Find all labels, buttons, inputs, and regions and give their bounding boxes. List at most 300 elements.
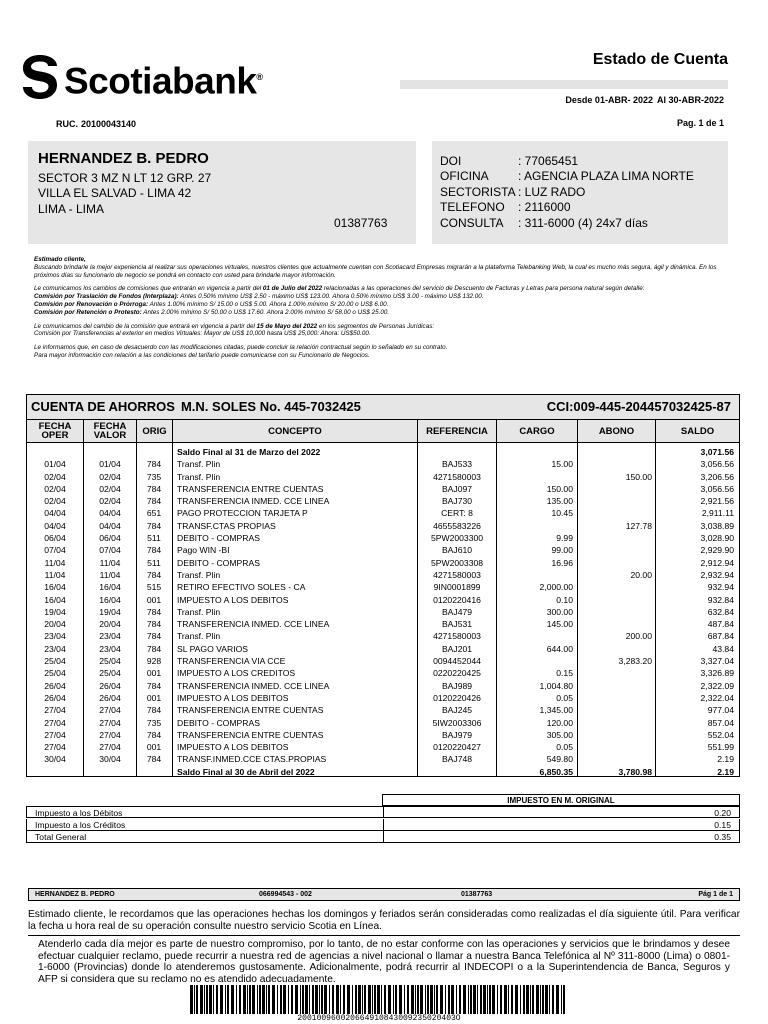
barcode-bar bbox=[216, 985, 218, 1014]
notice-text: Buscando brindarle la mejor experiencia al realizar sus operaciones virtuales, nuestros clientes que actualmente cuentan con Scotiacard Empresas migrarán a la plataforma Telebanking Web, la cual es mucho más segura, ágil y dinámica. En los próximos días su funcionario de negocio se pondrá en contacto con usted para brindarle mayor información. bbox=[34, 263, 717, 279]
cell-saldo: 2.19 bbox=[717, 754, 734, 765]
cell-saldo: 3,327.04 bbox=[700, 656, 734, 667]
cell-abono: 200.00 bbox=[625, 631, 652, 642]
cell-cargo: 15.00 bbox=[551, 459, 573, 470]
account-statement-table bbox=[26, 394, 740, 777]
barcode-bar bbox=[411, 985, 414, 1014]
col-abono: ABONO bbox=[578, 420, 656, 442]
cell-concepto: TRANSFERENCIA INMED. CCE LINEA bbox=[177, 619, 330, 630]
cell-orig: 001 bbox=[146, 668, 162, 679]
cell-orig: 515 bbox=[146, 582, 162, 593]
cell-referencia: 5PW2003308 bbox=[430, 557, 484, 568]
cell-cargo: 644.00 bbox=[546, 643, 573, 654]
cell-saldo: 932.94 bbox=[707, 582, 734, 593]
table-row bbox=[27, 495, 739, 507]
barcode-bar bbox=[243, 985, 246, 1014]
cell-fecha-valor: 02/04 bbox=[99, 483, 121, 494]
cell-saldo: 2,932.94 bbox=[700, 569, 734, 580]
info-label: SECTORISTA bbox=[440, 185, 516, 199]
cell-concepto: IMPUESTO A LOS DEBITOS bbox=[177, 742, 289, 753]
cell-orig: 784 bbox=[146, 705, 162, 716]
opening-saldo: 3,071.56 bbox=[700, 447, 734, 457]
barcode-bar bbox=[291, 985, 293, 1014]
cell-saldo: 3,038.89 bbox=[700, 520, 734, 531]
barcode-bar bbox=[362, 985, 363, 1014]
cell-cargo: 0.05 bbox=[556, 692, 573, 703]
cell-abono: 127.78 bbox=[625, 520, 652, 531]
barcode-bar bbox=[190, 985, 193, 1014]
cell-concepto: TRANSFERENCIA ENTRE CUENTAS bbox=[177, 729, 324, 740]
barcode-bar bbox=[305, 985, 308, 1014]
barcode-bar bbox=[300, 985, 301, 1014]
customer-notice bbox=[34, 256, 724, 366]
barcode-bar bbox=[209, 985, 212, 1014]
cell-concepto: Pago WIN -BI bbox=[177, 545, 230, 556]
barcode-bar bbox=[552, 985, 554, 1014]
barcode-bar bbox=[262, 985, 265, 1014]
cell-cargo: 1,345.00 bbox=[539, 705, 573, 716]
cell-referencia: BAJ730 bbox=[441, 496, 473, 507]
info-label: TELEFONO bbox=[440, 200, 505, 214]
cell-fecha-valor: 27/04 bbox=[99, 717, 121, 728]
table-row bbox=[27, 667, 739, 679]
cell-fecha-valor: 27/04 bbox=[99, 742, 121, 753]
notice-text: Antes 1.00% mínimo S/ 15.00 o US$ 5.00. Ahora 1.00% mínimo S/ 20.00 o US$ 6.00. bbox=[148, 300, 389, 308]
info-value: : LUZ RADO bbox=[518, 185, 586, 199]
cell-saldo: 3,028.90 bbox=[700, 533, 734, 544]
cell-saldo: 2,322.04 bbox=[700, 692, 734, 703]
barcode-bar bbox=[249, 985, 251, 1014]
cell-orig: 784 bbox=[146, 631, 162, 642]
barcode-bar bbox=[309, 985, 310, 1014]
cell-fecha-oper: 16/04 bbox=[44, 582, 66, 593]
cell-fecha-oper: 16/04 bbox=[44, 594, 66, 605]
barcode-bar bbox=[515, 985, 518, 1014]
barcode-bar bbox=[312, 985, 314, 1014]
closing-concepto: Saldo Final al 30 de Abril del 2022 bbox=[177, 766, 315, 777]
barcode-bar bbox=[556, 985, 559, 1014]
barcode-bar bbox=[321, 985, 323, 1014]
cell-concepto: TRANSF.CTAS PROPIAS bbox=[177, 520, 276, 531]
table-row bbox=[27, 569, 739, 581]
cell-saldo: 2,322.09 bbox=[700, 680, 734, 691]
cell-saldo: 3,056.56 bbox=[700, 459, 734, 470]
barcode-bar bbox=[459, 985, 461, 1014]
cell-cargo: 145.00 bbox=[546, 619, 573, 630]
barcode-bar bbox=[561, 985, 562, 1014]
cell-concepto: TRANSFERENCIA INMED. CCE LINEA bbox=[177, 680, 330, 691]
cell-fecha-oper: 20/04 bbox=[44, 619, 66, 630]
cell-cargo: 120.00 bbox=[546, 717, 573, 728]
cell-fecha-oper: 11/04 bbox=[44, 557, 66, 568]
barcode-bar bbox=[283, 985, 286, 1014]
cell-fecha-oper: 06/04 bbox=[44, 533, 66, 544]
table-row bbox=[27, 704, 739, 716]
cell-saldo: 551.99 bbox=[707, 742, 734, 753]
cell-fecha-oper: 11/04 bbox=[44, 569, 66, 580]
cell-fecha-oper: 23/04 bbox=[44, 643, 66, 654]
table-row bbox=[27, 606, 739, 618]
barcode-bar bbox=[194, 985, 195, 1014]
barcode-bar bbox=[417, 985, 419, 1014]
barcode-bar bbox=[204, 985, 205, 1014]
barcode-bar bbox=[492, 985, 495, 1014]
notice-greeting: Estimado cliente, bbox=[34, 256, 86, 263]
customer-code: 01387763 bbox=[334, 216, 388, 230]
barcode-bar bbox=[347, 985, 350, 1014]
table-row bbox=[27, 753, 739, 765]
tax-label: Total General bbox=[35, 832, 87, 842]
cell-fecha-valor: 26/04 bbox=[99, 680, 121, 691]
cell-saldo: 632.84 bbox=[707, 606, 734, 617]
cell-fecha-valor: 11/04 bbox=[99, 569, 121, 580]
cell-referencia: 9IN0001899 bbox=[433, 582, 481, 593]
cell-concepto: DEBITO - COMPRAS bbox=[177, 717, 260, 728]
cell-referencia: BAJ201 bbox=[441, 643, 473, 654]
tax-summary-header: IMPUESTO EN M. ORIGINAL bbox=[382, 794, 740, 806]
cell-fecha-valor: 27/04 bbox=[99, 729, 121, 740]
info-label: OFICINA bbox=[440, 169, 489, 183]
cell-saldo: 687.84 bbox=[707, 631, 734, 642]
barcode-bar bbox=[196, 985, 198, 1014]
info-value: : 77065451 bbox=[518, 154, 579, 168]
barcode-bar bbox=[343, 985, 345, 1014]
barcode-bar bbox=[427, 985, 429, 1014]
table-row bbox=[27, 741, 739, 753]
footer-code: 01387763 bbox=[461, 891, 493, 898]
barcode-bar bbox=[468, 985, 469, 1014]
cell-cargo: 150.00 bbox=[546, 483, 573, 494]
info-value: : 311-6000 (4) 24x7 días bbox=[518, 216, 648, 230]
table-row bbox=[27, 557, 739, 569]
table-row bbox=[27, 471, 739, 483]
cell-fecha-oper: 04/04 bbox=[44, 520, 66, 531]
tax-row-creditos bbox=[26, 819, 740, 831]
cell-concepto: Transf. Plin bbox=[177, 459, 221, 470]
account-type: CUENTA DE AHORROS bbox=[31, 399, 175, 414]
period-to: Al 30-ABR-2022 bbox=[656, 95, 724, 105]
barcode-bar bbox=[434, 985, 435, 1014]
cell-saldo: 3,326.89 bbox=[700, 668, 734, 679]
cell-fecha-valor: 19/04 bbox=[99, 606, 121, 617]
cell-orig: 784 bbox=[146, 606, 162, 617]
table-row bbox=[27, 483, 739, 495]
barcode-bar bbox=[213, 985, 214, 1014]
opening-concepto: Saldo Final al 31 de Marzo del 2022 bbox=[177, 447, 321, 457]
table-row bbox=[27, 507, 739, 519]
barcode-bar bbox=[549, 985, 550, 1014]
barcode-bar bbox=[440, 985, 443, 1014]
notice-item-title: Comisión por Retención o Protesto: bbox=[34, 308, 142, 316]
cell-referencia: 0120220426 bbox=[433, 692, 481, 703]
account-title bbox=[31, 399, 361, 414]
table-row bbox=[27, 717, 739, 729]
barcode-bar bbox=[483, 985, 486, 1014]
barcode-bar bbox=[445, 985, 446, 1014]
barcode-bar bbox=[415, 985, 416, 1014]
cell-abono: 3,283.20 bbox=[618, 656, 652, 667]
cell-concepto: PAGO PROTECCION TARJETA P bbox=[177, 508, 308, 519]
barcode-bar bbox=[448, 985, 450, 1014]
barcode-bar bbox=[288, 985, 289, 1014]
cell-cargo: 0.15 bbox=[556, 668, 573, 679]
cell-cargo: 9.99 bbox=[556, 533, 573, 544]
cell-saldo: 43.84 bbox=[712, 643, 734, 654]
transaction-rows bbox=[27, 446, 739, 778]
table-row bbox=[27, 643, 739, 655]
table-row bbox=[27, 618, 739, 630]
cell-fecha-oper: 19/04 bbox=[44, 606, 66, 617]
barcode-bar bbox=[355, 985, 357, 1014]
barcode-bar bbox=[266, 985, 267, 1014]
customer-address-line-1: SECTOR 3 MZ N LT 12 GRP. 27 bbox=[38, 171, 212, 185]
table-row bbox=[27, 581, 739, 593]
tax-value: 0.15 bbox=[714, 820, 731, 830]
closing-abono: 3,780.98 bbox=[618, 766, 652, 777]
barcode-bar bbox=[227, 985, 229, 1014]
info-value: : AGENCIA PLAZA LIMA NORTE bbox=[518, 169, 694, 183]
cell-concepto: SL PAGO VARIOS bbox=[177, 643, 248, 654]
page-number: Pag. 1 de 1 bbox=[676, 118, 724, 128]
cell-fecha-valor: 25/04 bbox=[99, 656, 121, 667]
cell-orig: 735 bbox=[146, 717, 162, 728]
barcode-bar bbox=[329, 985, 330, 1014]
barcode-bar bbox=[526, 985, 529, 1014]
table-row bbox=[27, 655, 739, 667]
barcode-bar bbox=[388, 985, 391, 1014]
barcode-bar bbox=[536, 985, 539, 1014]
barcode-bar bbox=[511, 985, 513, 1014]
cell-orig: 784 bbox=[146, 643, 162, 654]
cell-fecha-oper: 07/04 bbox=[44, 545, 66, 556]
cell-fecha-oper: 27/04 bbox=[44, 742, 66, 753]
cell-fecha-valor: 23/04 bbox=[99, 643, 121, 654]
cell-referencia: 0120220416 bbox=[433, 594, 481, 605]
table-row bbox=[27, 458, 739, 470]
barcode-bar bbox=[239, 985, 241, 1014]
cell-saldo: 2,929.90 bbox=[700, 545, 734, 556]
footer-bar bbox=[28, 888, 740, 901]
notice-item-title: Comisión por Traslación de Fondos (Interplaza): bbox=[34, 293, 179, 301]
barcode-bar bbox=[480, 985, 482, 1014]
notice-text: relacionadas a las operaciones del servicio de Descuento de Facturas y Letras para persona natural según detalle: bbox=[322, 285, 645, 293]
cell-concepto: Transf. Plin bbox=[177, 606, 221, 617]
cell-abono: 20.00 bbox=[630, 569, 652, 580]
column-headers bbox=[27, 420, 739, 443]
document-title: Estado de Cuenta bbox=[592, 51, 728, 68]
closing-balance-row bbox=[27, 766, 739, 778]
cell-fecha-valor: 07/04 bbox=[99, 545, 121, 556]
cell-orig: 784 bbox=[146, 569, 162, 580]
barcode-bar bbox=[324, 985, 327, 1014]
info-row-consulta bbox=[440, 216, 648, 230]
notice-text: Para mayor información con relación a las condiciones del tarifario puede comunicarse con su Funcionario de Negocios. bbox=[34, 351, 370, 359]
cell-orig: 784 bbox=[146, 729, 162, 740]
cell-fecha-valor: 27/04 bbox=[99, 705, 121, 716]
notice-paragraph-3 bbox=[34, 323, 724, 339]
col-fecha-oper: FECHA OPER bbox=[27, 420, 84, 442]
notice-paragraph-1 bbox=[34, 256, 724, 279]
customer-address-line-2: VILLA EL SALVAD - LIMA 42 bbox=[38, 186, 192, 200]
barcode-bar bbox=[220, 985, 223, 1014]
cell-fecha-oper: 26/04 bbox=[44, 692, 66, 703]
cell-fecha-valor: 26/04 bbox=[99, 692, 121, 703]
barcode-bar bbox=[430, 985, 433, 1014]
barcode-bar bbox=[451, 985, 454, 1014]
cell-referencia: 4271580003 bbox=[433, 569, 481, 580]
cell-fecha-valor: 02/04 bbox=[99, 496, 121, 507]
cell-referencia: BAJ979 bbox=[441, 729, 473, 740]
cell-referencia: 0094452044 bbox=[433, 656, 481, 667]
tax-value: 0.35 bbox=[714, 832, 731, 842]
barcode-bar bbox=[302, 985, 304, 1014]
barcode-bar bbox=[277, 985, 278, 1014]
cell-fecha-oper: 30/04 bbox=[44, 754, 66, 765]
cell-orig: 784 bbox=[146, 483, 162, 494]
cell-fecha-valor: 16/04 bbox=[99, 594, 121, 605]
barcode-bar bbox=[315, 985, 318, 1014]
registered-mark: ® bbox=[256, 72, 263, 82]
barcode-bar bbox=[497, 985, 498, 1014]
account-cci: CCI:009-445-204457032425-87 bbox=[546, 399, 731, 414]
barcode-bar bbox=[225, 985, 226, 1014]
notice-text: Comisión por Transferencias al exterior en medios Virtuales: Mayor de US$ 10,000 hasta US$ 25,000: Ahora: US$50.00. bbox=[34, 330, 371, 338]
cell-concepto: RETIRO EFECTIVO SOLES - CA bbox=[177, 582, 306, 593]
cell-fecha-valor: 06/04 bbox=[99, 533, 121, 544]
table-row bbox=[27, 692, 739, 704]
brand-name bbox=[64, 55, 263, 103]
opening-balance-row bbox=[27, 446, 739, 458]
cell-concepto: DEBITO - COMPRAS bbox=[177, 533, 260, 544]
cell-saldo: 2,911.11 bbox=[701, 508, 734, 519]
cell-cargo: 0.10 bbox=[556, 594, 573, 605]
notice-paragraph-4 bbox=[34, 344, 724, 360]
cell-fecha-oper: 25/04 bbox=[44, 668, 66, 679]
cell-referencia: 4655583226 bbox=[433, 520, 481, 531]
barcode-bar bbox=[236, 985, 237, 1014]
cell-cargo: 16.96 bbox=[551, 557, 573, 568]
notice-text: en los segmentos de Personas Jurídicas: bbox=[317, 322, 435, 330]
barcode-bar bbox=[487, 985, 488, 1014]
cell-fecha-oper: 26/04 bbox=[44, 680, 66, 691]
col-referencia: REFERENCIA bbox=[418, 420, 497, 442]
barcode-bar bbox=[352, 985, 353, 1014]
cell-concepto: Transf. Plin bbox=[177, 631, 221, 642]
cell-saldo: 487.84 bbox=[707, 619, 734, 630]
table-row bbox=[27, 729, 739, 741]
barcode-bar bbox=[500, 985, 502, 1014]
cell-fecha-valor: 16/04 bbox=[99, 582, 121, 593]
cell-referencia: 5PW2003300 bbox=[430, 533, 484, 544]
customer-box bbox=[28, 141, 416, 244]
barcode-bar bbox=[295, 985, 298, 1014]
col-cargo: CARGO bbox=[497, 420, 578, 442]
barcode-bar bbox=[504, 985, 507, 1014]
info-label: DOI bbox=[440, 154, 462, 168]
barcode-bar bbox=[364, 985, 366, 1014]
cell-concepto: TRANSFERENCIA ENTRE CUENTAS bbox=[177, 483, 324, 494]
info-row-doi bbox=[440, 154, 578, 168]
cell-fecha-valor: 30/04 bbox=[99, 754, 121, 765]
footer-message-2: Atenderlo cada día mejor es parte de nuestro compromiso, por lo tanto, de no estar conforme con las operaciones y servicios que le brindamos y desee efectuar cualquier reclamo, puede recurrir a nuestra red de agencias a nivel nacional o llamar a nuestra Banca Telefónica al Nº 311-8000 (Lima) o 0801-1-6000 (Provincias) donde lo atenderemos gustosamente. Adicionalmente, podrá recurrir al INDECOPI o a la Superintendencia de Banca, Seguros y AFP si considera que su reclamo no es atendido adecuadamente. bbox=[38, 939, 730, 985]
cell-referencia: CERT: 8 bbox=[441, 508, 473, 519]
cell-fecha-oper: 23/04 bbox=[44, 631, 66, 642]
cell-concepto: Transf. Plin bbox=[177, 471, 221, 482]
barcode-bar bbox=[530, 985, 531, 1014]
cell-saldo: 857.04 bbox=[707, 717, 734, 728]
cell-orig: 001 bbox=[146, 692, 162, 703]
statement-period bbox=[520, 95, 724, 105]
notice-date: 01 de Julio del 2022 bbox=[262, 285, 323, 293]
cell-cargo: 135.00 bbox=[546, 496, 573, 507]
cell-referencia: BAJ097 bbox=[441, 483, 473, 494]
cell-referencia: BAJ533 bbox=[441, 459, 473, 470]
barcode-bar bbox=[473, 985, 476, 1014]
cell-cargo: 2,000.00 bbox=[539, 582, 573, 593]
info-label: CONSULTA bbox=[440, 216, 504, 230]
barcode-bar bbox=[340, 985, 341, 1014]
cell-fecha-oper: 02/04 bbox=[44, 496, 66, 507]
cell-abono: 150.00 bbox=[625, 471, 652, 482]
cell-concepto: TRANSF.INMED.CCE CTAS.PROPIAS bbox=[177, 754, 327, 765]
cell-fecha-valor: 11/04 bbox=[99, 557, 121, 568]
cell-fecha-valor: 20/04 bbox=[99, 619, 121, 630]
notice-text: Antes 2.00% mínimo S/ 50.00 o US$ 17.60. Ahora 2.00% mínimo S/ 58.00 o US$ 25.00. bbox=[141, 308, 390, 316]
cell-orig: 784 bbox=[146, 545, 162, 556]
info-row-sectorista bbox=[440, 185, 585, 199]
cell-saldo: 3,206.56 bbox=[700, 471, 734, 482]
cell-orig: 784 bbox=[146, 680, 162, 691]
title-rule bbox=[400, 80, 728, 89]
barcode-bar bbox=[456, 985, 457, 1014]
cell-concepto: IMPUESTO A LOS DEBITOS bbox=[177, 692, 289, 703]
cell-orig: 511 bbox=[147, 557, 161, 568]
tax-label: Impuesto a los Débitos bbox=[35, 808, 123, 818]
barcode-bar bbox=[231, 985, 234, 1014]
cell-cargo: 300.00 bbox=[546, 606, 573, 617]
barcode-bar bbox=[532, 985, 534, 1014]
cell-fecha-oper: 27/04 bbox=[44, 705, 66, 716]
table-row bbox=[27, 520, 739, 532]
cell-fecha-valor: 04/04 bbox=[99, 508, 121, 519]
col-saldo: SALDO bbox=[680, 425, 715, 437]
barcode-icon bbox=[190, 985, 568, 1014]
cell-cargo: 99.00 bbox=[551, 545, 573, 556]
cell-orig: 784 bbox=[146, 619, 162, 630]
cell-referencia: BAJ610 bbox=[441, 545, 473, 556]
table-row bbox=[27, 544, 739, 556]
cell-concepto: TRANSFERENCIA INMED. CCE LINEA bbox=[177, 496, 330, 507]
cell-fecha-valor: 02/04 bbox=[99, 471, 121, 482]
closing-cargo: 6,850.35 bbox=[539, 766, 573, 777]
tax-row-debitos bbox=[26, 806, 740, 818]
cell-cargo: 10.45 bbox=[551, 508, 573, 519]
barcode-bar bbox=[470, 985, 472, 1014]
cell-referencia: BAJ748 bbox=[441, 754, 473, 765]
barcode-bar bbox=[252, 985, 255, 1014]
notice-text: Le comunicamos del cambio de la comisión que entrará en vigencia a partir del bbox=[34, 322, 257, 330]
cell-orig: 001 bbox=[146, 742, 162, 753]
barcode-bar bbox=[399, 985, 402, 1014]
cell-cargo: 1,004.80 bbox=[539, 680, 573, 691]
table-row bbox=[27, 630, 739, 642]
footer-page: Pág 1 de 1 bbox=[698, 891, 733, 898]
cell-saldo: 552.04 bbox=[707, 729, 734, 740]
notice-text: Le comunicamos los cambios de comisiones que entrarán en vigencia a partir del bbox=[34, 285, 263, 293]
table-row bbox=[27, 680, 739, 692]
cell-saldo: 2,921.56 bbox=[700, 496, 734, 507]
barcode-bar bbox=[563, 985, 565, 1014]
